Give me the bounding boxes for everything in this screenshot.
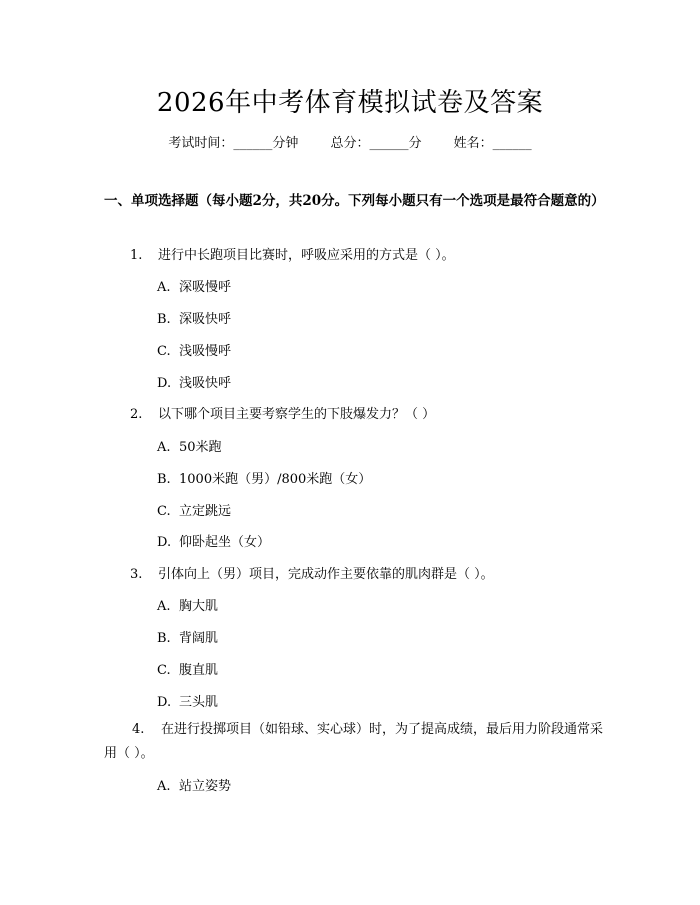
q1-option-c [157,340,231,359]
option-text: 立定跳远 [179,504,232,519]
option-letter: B. [157,312,171,327]
q1-option-d [157,372,231,391]
option-letter: D. [157,376,172,391]
option-letter: B. [157,631,171,646]
question-number: 4. [132,722,145,737]
question-text: 引体向上（男）项目，完成动作主要依靠的肌肉群是（ ）。 [158,567,494,582]
q2-option-d [157,531,270,550]
option-letter: A. [157,779,171,794]
q3-option-a [157,595,218,614]
question-text: 进行中长跑项目比赛时，呼吸应采用的方式是（ ）。 [158,248,455,263]
option-text: 站立姿势 [179,779,232,794]
document-title: 2026年中考体育模拟试卷及答案 [156,88,544,118]
option-text: 三头肌 [179,695,219,710]
q2-option-a [157,436,222,455]
q4-option-a [157,775,231,794]
q3-option-c [157,659,218,678]
option-text: 腹直肌 [179,663,219,678]
question-1 [130,244,455,263]
option-letter: D. [157,695,172,710]
option-letter: A. [157,599,171,614]
q1-option-b [157,308,231,327]
option-letter: C. [157,663,171,678]
question-number: 3. [130,567,143,582]
question-text: 在进行投掷项目（如铅球、实心球）时，为了提高成绩，最后用力阶段通常采用（ ）。 [104,722,603,761]
total-score-field: 总分：______分 [330,136,422,151]
student-name-field: 姓名：______ [453,136,532,151]
question-number: 1. [130,248,143,263]
option-letter: C. [157,504,171,519]
option-letter: A. [157,440,171,455]
option-text: 背阔肌 [179,631,219,646]
option-text: 浅吸快呼 [179,376,232,391]
question-number: 2. [130,407,143,422]
option-text: 深吸慢呼 [179,280,232,295]
q2-option-b [157,468,371,487]
q2-option-c [157,500,231,519]
exam-meta-line [0,132,700,151]
q1-option-a [157,276,231,295]
option-letter: A. [157,280,171,295]
option-text: 仰卧起坐（女） [179,535,271,550]
option-text: 浅吸慢呼 [179,344,232,359]
option-letter: C. [157,344,171,359]
question-4 [104,718,604,766]
q3-option-d [157,691,218,710]
question-2 [130,403,435,422]
question-3 [130,563,494,582]
option-letter: B. [157,472,171,487]
option-text: 深吸快呼 [179,312,232,327]
option-text: 50米跑 [179,440,222,455]
exam-time-field: 考试时间：______分钟 [168,136,299,151]
question-text: 以下哪个项目主要考察学生的下肢爆发力？（ ） [158,407,436,422]
q3-option-b [157,627,218,646]
section-heading: 一、单项选择题（每小题2分，共20分。下列每小题只有一个选项是最符合题意的） [104,193,605,209]
option-letter: D. [157,535,172,550]
option-text: 1000米跑（男）/800米跑（女） [179,472,372,487]
option-text: 胸大肌 [179,599,219,614]
